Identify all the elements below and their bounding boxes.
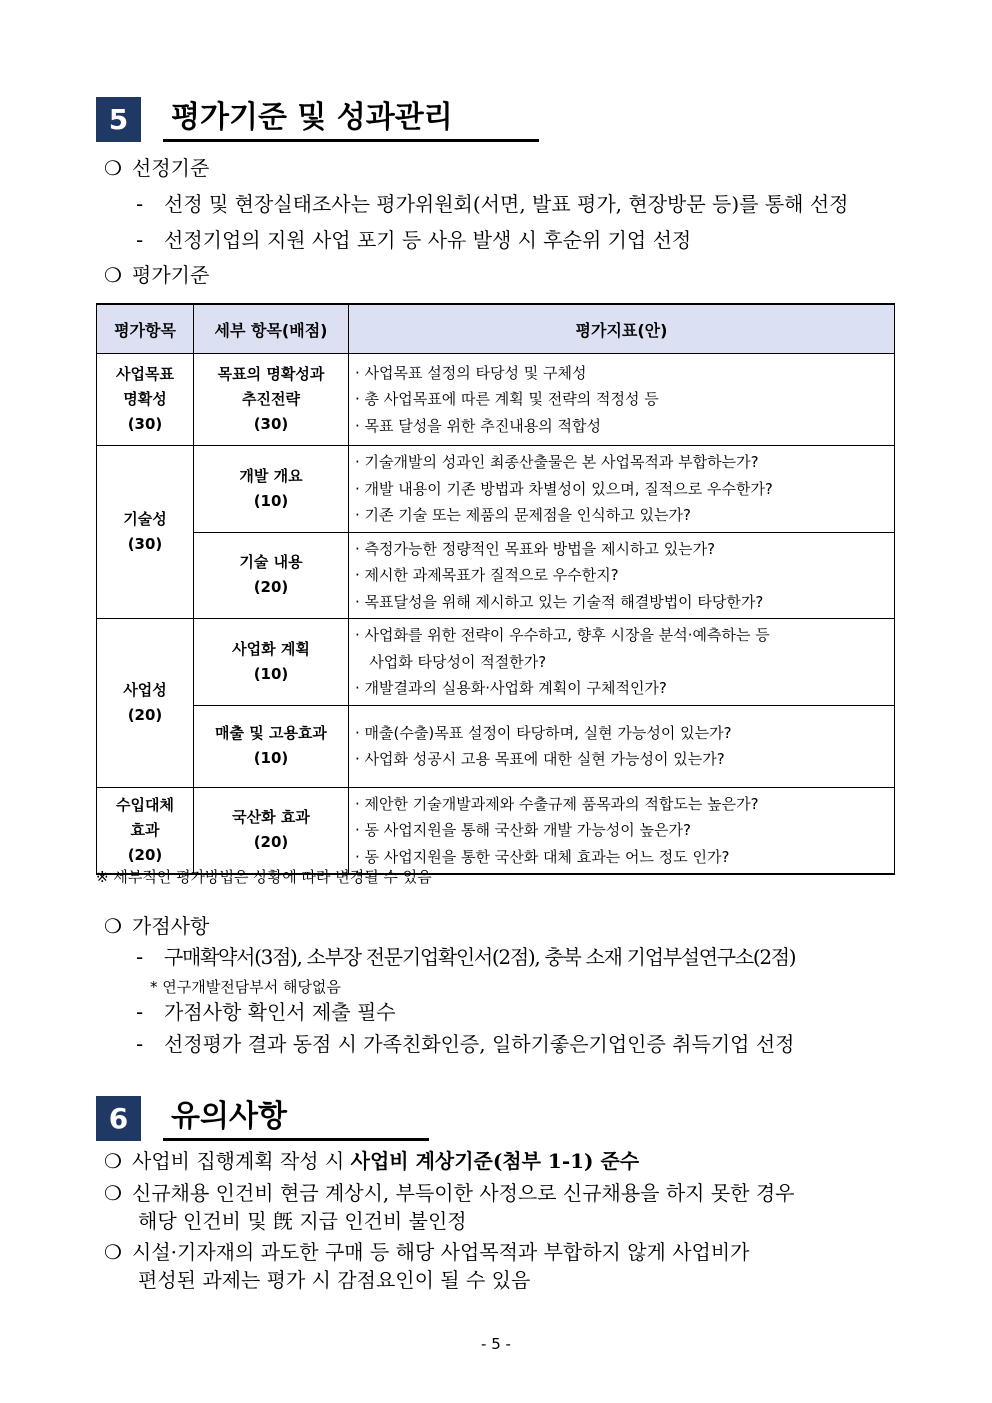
- notice-item-3-cont: 편성된 과제는 평가 시 감점요인이 될 수 있음: [138, 1268, 531, 1292]
- table-header-row: [97, 304, 895, 354]
- circle-bullet-icon: ❍: [104, 1149, 122, 1173]
- indicator-cell: · 측정가능한 정량적인 목표와 방법을 제시하고 있는가? · 제시한 과제목표가 질적으로 우수한지? · 목표달성을 위해 제시하고 있는 기술적 해결방법이 타당한가?: [349, 532, 895, 619]
- subitem-cell: 국산화 효과 (20): [194, 787, 349, 874]
- table-row: [97, 532, 895, 619]
- circle-bullet-icon: ❍: [104, 1240, 122, 1264]
- bonus-item-1: - 구매확약서(3점), 소부장 전문기업확인서(2점), 충북 소재 기업부설연구소(2점): [136, 945, 796, 969]
- circle-bullet-icon: ❍: [104, 263, 122, 287]
- indicator-cell: · 기술개발의 성과인 최종산출물은 본 사업목적과 부합하는가? · 개발 내용이 기존 방법과 차별성이 있으며, 질적으로 우수한가? · 기존 기술 또는 제품의 문제점을 인식하고 있는가?: [349, 446, 895, 533]
- section-5-number: 5: [96, 97, 141, 142]
- dash-bullet-icon: -: [136, 192, 144, 216]
- circle-bullet-icon: ❍: [104, 1181, 122, 1205]
- category-cell: 기술성 (30): [97, 446, 194, 619]
- table-row: [97, 705, 895, 787]
- subitem-cell: 매출 및 고용효과 (10): [194, 705, 349, 787]
- table-row: [97, 619, 895, 706]
- bonus-subnote: * 연구개발전담부서 해당없음: [150, 978, 341, 996]
- section-6-title: 유의사항: [163, 1098, 429, 1141]
- section-5-title: 평가기준 및 성과관리: [163, 99, 539, 142]
- circle-bullet-icon: ❍: [104, 914, 122, 938]
- section-6-number: 6: [96, 1096, 141, 1141]
- selection-item-2: - 선정기업의 지원 사업 포기 등 사유 발생 시 후순위 기업 선정: [136, 228, 692, 252]
- header-category: 평가항목: [97, 304, 194, 354]
- evaluation-heading: ❍ 평가기준: [104, 263, 210, 287]
- category-cell: 사업성 (20): [97, 619, 194, 788]
- table-note: ※ 세부적인 평가방법은 상황에 따라 변경될 수 있음: [96, 868, 432, 886]
- table-row: [97, 354, 895, 446]
- notice-item-2: ❍ 신규채용 인건비 현금 계상시, 부득이한 사정으로 신규채용을 하지 못한 경우: [104, 1181, 795, 1205]
- subitem-cell: 개발 개요 (10): [194, 446, 349, 533]
- dash-bullet-icon: -: [136, 945, 142, 969]
- section-6-heading: [96, 1096, 429, 1141]
- section-5-heading: [96, 97, 539, 142]
- header-subitem: 세부 항목(배점): [194, 304, 349, 354]
- notice-item-2-cont: 해당 인건비 및 旣 지급 인건비 불인정: [138, 1209, 467, 1233]
- indicator-cell: · 사업화를 위한 전략이 우수하고, 향후 시장을 분석·예측하는 등 사업화 타당성이 적절한가? · 개발결과의 실용화·사업화 계획이 구체적인가?: [349, 619, 895, 706]
- indicator-cell: · 매출(수출)목표 설정이 타당하며, 실현 가능성이 있는가? · 사업화 성공시 고용 목표에 대한 실현 가능성이 있는가?: [349, 705, 895, 787]
- table-row: [97, 787, 895, 874]
- selection-item-1: - 선정 및 현장실태조사는 평가위원회(서면, 발표 평가, 현장방문 등)를 통해 선정: [136, 192, 849, 216]
- circle-bullet-icon: ❍: [104, 156, 122, 180]
- notice-item-1: ❍ 사업비 집행계획 작성 시 사업비 계상기준(첨부 1-1) 준수: [104, 1149, 640, 1173]
- subitem-cell: 기술 내용 (20): [194, 532, 349, 619]
- bonus-heading: ❍ 가점사항: [104, 914, 210, 938]
- selection-heading: ❍ 선정기준: [104, 156, 210, 180]
- dash-bullet-icon: -: [136, 228, 144, 252]
- page-number: - 5 -: [481, 1335, 511, 1353]
- table-row: [97, 446, 895, 533]
- category-cell: 사업목표 명확성 (30): [97, 354, 194, 446]
- category-cell: 수입대체 효과 (20): [97, 787, 194, 874]
- indicator-cell: · 사업목표 설정의 타당성 및 구체성 · 총 사업목표에 따른 계획 및 전략의 적정성 등 · 목표 달성을 위한 추진내용의 적합성: [349, 354, 895, 446]
- subitem-cell: 목표의 명확성과 추진전략 (30): [194, 354, 349, 446]
- bonus-item-2: - 가점사항 확인서 제출 필수: [136, 1000, 396, 1024]
- dash-bullet-icon: -: [136, 1000, 144, 1024]
- header-indicator: 평가지표(안): [349, 304, 895, 354]
- dash-bullet-icon: -: [136, 1032, 144, 1056]
- notice-item-3: ❍ 시설·기자재의 과도한 구매 등 해당 사업목적과 부합하지 않게 사업비가: [104, 1240, 750, 1264]
- subitem-cell: 사업화 계획 (10): [194, 619, 349, 706]
- bonus-item-3: - 선정평가 결과 동점 시 가족친화인증, 일하기좋은기업인증 취득기업 선정: [136, 1032, 795, 1056]
- indicator-cell: · 제안한 기술개발과제와 수출규제 품목과의 적합도는 높은가? · 동 사업지원을 통해 국산화 개발 가능성이 높은가? · 동 사업지원을 통한 국산화 대체 효과는 어느 정도 인가?: [349, 787, 895, 874]
- evaluation-table: [96, 303, 895, 875]
